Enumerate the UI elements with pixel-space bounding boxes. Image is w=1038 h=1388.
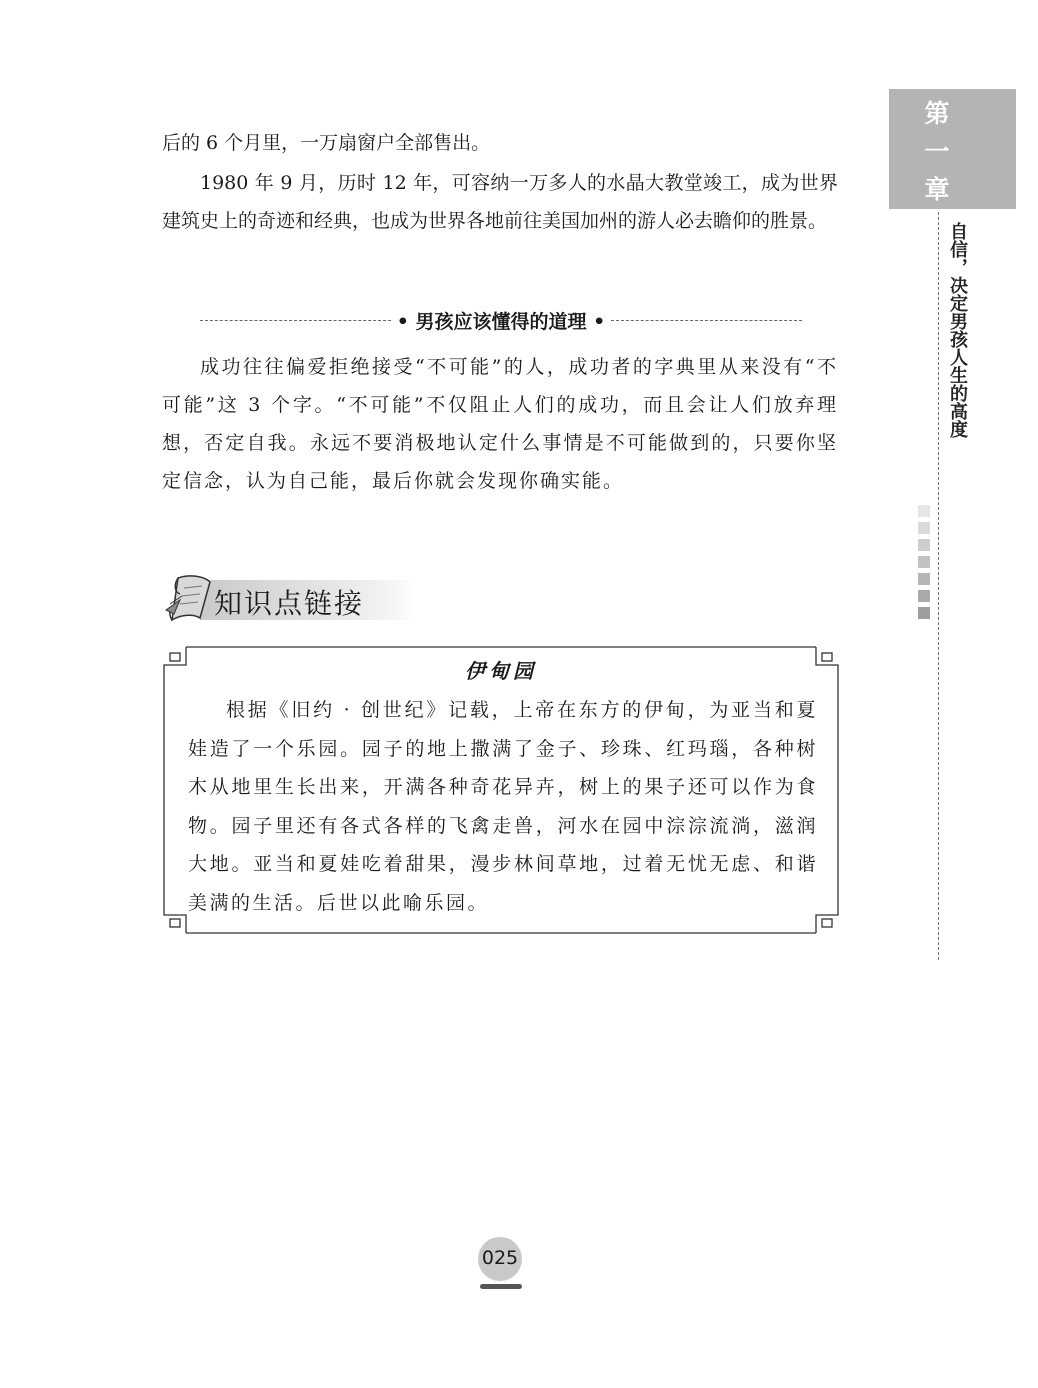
banner-label: 知识点链接 xyxy=(214,587,365,620)
section-divider xyxy=(200,305,802,335)
page-number-badge xyxy=(478,1237,524,1283)
sidebar-dotted-line xyxy=(938,212,939,960)
paragraph-cathedral: 1980 年 9 月，历时 12 年，可容纳一万多人的水晶大教堂竣工，成为世界建筑史上的奇迹和经典，也成为世界各地前往美国加州的游人必去瞻仰的胜景。 xyxy=(162,172,838,232)
page-number: 025 xyxy=(481,1247,519,1269)
gray-square xyxy=(918,590,930,602)
gray-square xyxy=(918,505,930,517)
gray-square xyxy=(918,573,930,585)
knowledge-link-banner xyxy=(160,570,420,626)
chapter-char: 一 xyxy=(924,137,950,166)
section-heading: • 男孩应该懂得的道理 • xyxy=(396,310,606,333)
divider-dots-right xyxy=(611,320,802,321)
chapter-char: 第 xyxy=(924,99,950,128)
gray-square xyxy=(918,556,930,568)
chapter-char: 章 xyxy=(924,175,950,204)
gray-square xyxy=(918,607,930,619)
gray-squares xyxy=(918,505,932,624)
paragraph-continuation: 后的 6 个月里，一万扇窗户全部售出。 xyxy=(162,132,491,154)
box-text: 根据《旧约 · 创世纪》记载，上帝在东方的伊甸，为亚当和夏娃造了一个乐园。园子的地上撒满了金子、珍珠、红玛瑙，各种树木从地里生长出来，开满各种奇花异卉，树上的果子还可以作为食物。园子里还有各式各样的飞禽走兽，河水在园中淙淙流淌，滋润大地。亚当和夏娃吃着甜果，漫步林间草地，过着无忧无虑、和谐美满的生活。后世以此喻乐园。 xyxy=(188,699,818,914)
page-number-shadow xyxy=(480,1284,522,1289)
box-title: 伊甸园 xyxy=(465,659,537,683)
chapter-tab xyxy=(889,89,1016,209)
divider-dots-left xyxy=(200,320,391,321)
gray-square xyxy=(918,539,930,551)
knowledge-box xyxy=(162,645,840,935)
scroll-icon xyxy=(160,570,220,630)
chapter-title: 自信，决定男孩人生的高度 xyxy=(947,222,968,438)
gray-square xyxy=(918,522,930,534)
paragraph-lesson: 成功往往偏爱拒绝接受“不可能”的人，成功者的字典里从来没有“不可能”这 3 个字。“不可能”不仅阻止人们的成功，而且会让人们放弃理想，否定自我。永远不要消极地认定什么事情是不可能做到的，只要你坚定信念，认为自己能，最后你就会发现你确实能。 xyxy=(162,356,838,492)
